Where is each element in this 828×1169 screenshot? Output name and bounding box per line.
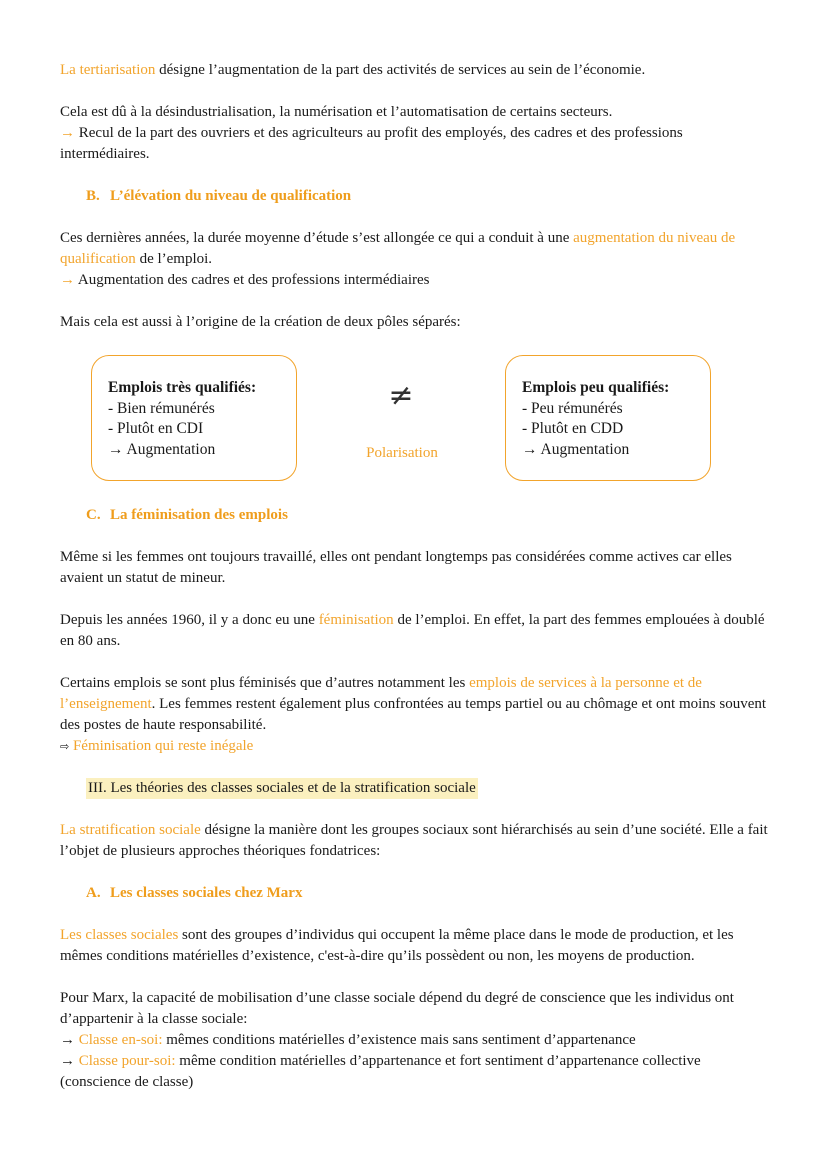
section-letter: A. [86,885,101,901]
document-page [60,60,770,1093]
term-classes-sociales: Les classes sociales [60,927,179,943]
paragraph-text: Pour Marx, la capacité de mobilisation d’une classe sociale dépend du degré de conscience que les individus ont d’appartenir à la classe sociale: [60,990,734,1027]
paragraph-emplois-feminises [60,673,770,757]
paragraph-text: même condition matérielles d’appartenance et fort sentiment d’appartenance collective (conscience de classe) [60,1053,701,1090]
paragraph-feminisation [60,610,770,652]
paragraph-desindustrialisation [60,102,770,165]
section-title: L’élévation du niveau de qualification [110,188,352,204]
section-title: Les classes sociales chez Marx [110,885,303,901]
not-equal-icon: ≠ [388,378,414,413]
conclusion-text: Féminisation qui reste inégale [69,738,254,754]
paragraph-tertiarisation [60,60,770,81]
section-heading-iii [60,778,770,799]
paragraph-classes-sociales [60,925,770,967]
section-title: La féminisation des emplois [110,507,288,523]
paragraph-qualification [60,228,770,291]
paragraph-text: de l’emploi. En effet, la part des femmes emplouées à doublé en 80 ans. [60,612,765,649]
paragraph-text: Certains emplois se sont plus féminisés que d’autres notamment les [60,675,470,691]
term-emplois-services: emplois de services à la personne et de l’enseignement [60,675,702,712]
box-item: - Bien rémunérés [108,399,215,417]
term-classe-pour-soi: Classe pour-soi: [75,1053,176,1069]
paragraph-text: . Les femmes restent également plus confrontées au temps partiel ou au chômage et ont moins souvent des postes de haute responsabilité. [60,696,767,733]
arrow-icon: → [60,1053,75,1069]
paragraph-stratification [60,820,770,862]
term-classe-en-soi: Classe en-soi: [75,1032,163,1048]
term-feminisation: féminisation [318,612,394,628]
term-stratification: La stratification sociale [60,822,201,838]
arrow-icon: → [60,1032,75,1048]
box-item: → Augmentation [522,440,630,458]
paragraph-poles-intro: Mais cela est aussi à l’origine de la création de deux pôles séparés: [60,314,461,330]
box-emplois-peu-qualifies [505,355,711,481]
paragraph-text: Cela est dû à la désindustrialisation, la numérisation et l’automatisation de certains secteurs. [60,104,613,120]
box-emplois-tres-qualifies [91,355,297,481]
polarisation-label: Polarisation [366,445,438,461]
arrow-icon: → [60,272,75,288]
section-letter: C. [86,507,101,523]
term-qualification: augmentation du niveau de qualification [60,230,736,267]
arrow-icon: → [60,125,75,141]
box-title: Emplois très qualifiés: [108,379,257,396]
section-heading-b [86,186,770,207]
paragraph-text: de l’emploi. [135,251,213,267]
paragraph-text: désigne l’augmentation de la part des activités de services au sein de l’économie. [155,62,646,78]
paragraph-text: sont des groupes d’individus qui occupent la même place dans le mode de production, et les mêmes conditions matérielles d’existence, c'est-à-dire qu’ils possèdent ou non, les moyens de production. [60,927,734,964]
section-heading-a [86,883,770,904]
paragraph-femmes-mineures: Même si les femmes ont toujours travaillé, elles ont pendant longtemps pas considérées comme actives car elles avaient un statut de mineur. [60,549,732,586]
section-title-highlighted: III. Les théories des classes sociales et de la stratification sociale [86,778,478,799]
paragraph-text: Augmentation des cadres et des professions intermédiaires [75,272,430,288]
box-item: - Plutôt en CDI [108,420,204,437]
box-item: - Peu rémunérés [522,399,623,417]
box-item: - Plutôt en CDD [522,420,624,437]
arrow-right-icon: ⇨ [60,740,70,753]
paragraph-text: Depuis les années 1960, il y a donc eu une [60,612,319,628]
box-item: → Augmentation [108,440,216,458]
paragraph-text: Ces dernières années, la durée moyenne d’étude s’est allongée ce qui a conduit à une [60,230,574,246]
polarisation-diagram [60,355,770,505]
section-letter: B. [86,188,100,204]
paragraph-text: mêmes conditions matérielles d’existence mais sans sentiment d’appartenance [162,1032,636,1048]
paragraph-marx-conscience [60,988,770,1093]
term-tertiarisation: La tertiarisation [60,62,156,78]
section-heading-c [86,505,770,526]
box-title: Emplois peu qualifiés: [522,379,670,396]
paragraph-text: désigne la manière dont les groupes sociaux sont hiérarchisés au sein d’une société. Elle a fait l’objet de plusieurs approches théoriques fondatrices: [60,822,768,859]
paragraph-text: Recul de la part des ouvriers et des agriculteurs au profit des employés, des cadres et des professions intermédiaires. [60,125,683,162]
